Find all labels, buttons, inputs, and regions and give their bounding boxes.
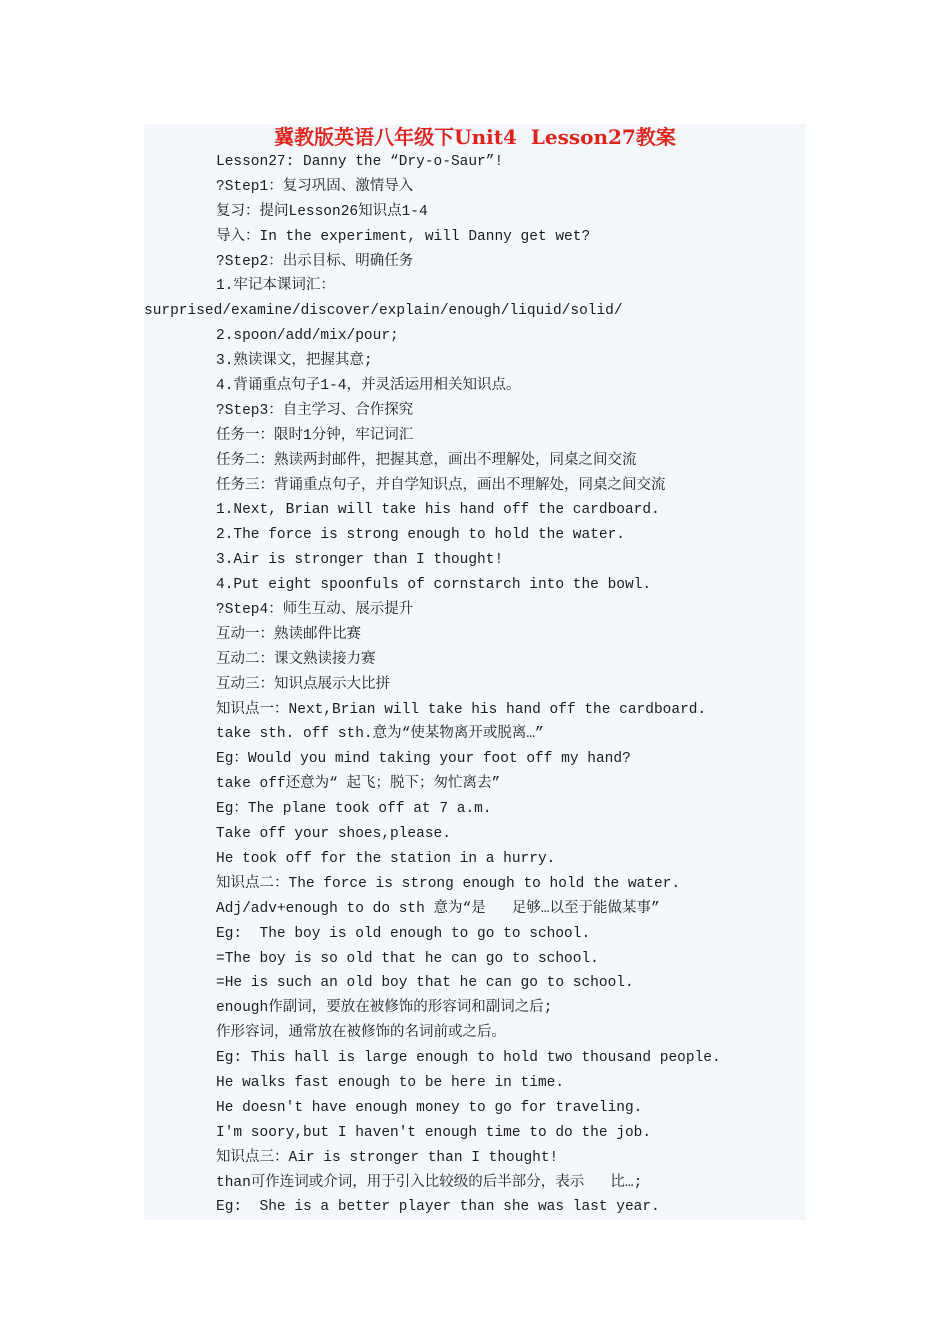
text-line: Adj/adv+enough to do sth 意为“是 足够…以至于能做某事” [216,900,660,917]
text-line: 任务二：熟读两封邮件，把握其意，画出不理解处，同桌之间交流 [216,452,637,469]
text-line: I'm soory,but I haven't enough time to do the job. [216,1124,652,1141]
step-heading: ?Step3：自主学习、合作探究 [216,402,414,419]
text-line: 复习：提问Lesson26知识点1-4 [216,203,428,220]
text-line: take sth. off sth.意为“使某物离开或脱离…” [216,726,544,743]
text-line: 1.牢记本课词汇： [216,278,335,295]
document-body [144,150,806,1220]
text-line: enough作副词，要放在被修饰的形容词和副词之后; [216,1000,553,1017]
text-line: =The boy is so old that he can go to school. [216,950,599,967]
text-line: Eg: She is a better player than she was last year. [216,1199,660,1216]
text-line: 4.背诵重点句子1-4，并灵活运用相关知识点。 [216,378,521,395]
text-line: He took off for the station in a hurry. [216,850,556,867]
text-line: 作形容词，通常放在被修饰的名词前或之后。 [216,1025,506,1042]
text-line: 知识点三：Air is stronger than I thought! [216,1149,559,1166]
document-title: 冀教版英语八年级下Unit4 Lesson27教案 [274,125,676,149]
text-line: 互动三：知识点展示大比拼 [216,676,390,693]
text-line: Eg: This hall is large enough to hold two thousand people. [216,1050,721,1067]
text-line: Eg：The plane took off at 7 a.m. [216,801,492,818]
vocabulary-line: surprised/examine/discover/explain/enough/liquid/solid/ [144,303,623,320]
text-line: He doesn't have enough money to go for traveling. [216,1099,643,1116]
step-heading: ?Step4：师生互动、展示提升 [216,602,414,619]
text-line: 任务三：背诵重点句子，并自学知识点，画出不理解处，同桌之间交流 [216,477,666,494]
text-line: 2.The force is strong enough to hold the water. [216,527,625,544]
text-line: 互动二：课文熟读接力赛 [216,651,376,668]
text-line: 4.Put eight spoonfuls of cornstarch into the bowl. [216,577,652,594]
step-heading: ?Step2：出示目标、明确任务 [216,253,414,270]
text-line: Eg：Would you mind taking your foot off my hand? [216,751,631,768]
text-line: 任务一：限时1分钟，牢记词汇 [216,427,414,444]
text-line: 1.Next, Brian will take his hand off the cardboard. [216,502,660,519]
text-line: 知识点一：Next,Brian will take his hand off the cardboard. [216,701,707,718]
text-line: 互动一：熟读邮件比赛 [216,626,361,643]
text-line: take off还意为“ 起飞；脱下；匆忙离去” [216,776,501,793]
text-line: 3.Air is stronger than I thought! [216,552,504,569]
text-line: than可作连词或介词，用于引入比较级的后半部分，表示 比…; [216,1174,643,1191]
text-line: =He is such an old boy that he can go to school. [216,975,634,992]
step-heading: ?Step1：复习巩固、激情导入 [216,178,414,195]
text-line: Eg: The boy is old enough to go to school. [216,925,591,942]
text-line: He walks fast enough to be here in time. [216,1074,565,1091]
text-line: 3.熟读课文，把握其意; [216,353,373,370]
text-line: 知识点二：The force is strong enough to hold the water. [216,875,681,892]
text-line: 2.spoon/add/mix/pour; [216,328,399,345]
text-line: 导入：In the experiment, will Danny get wet? [216,228,591,245]
text-line: Lesson27: Danny the “Dry-o-Saur”! [216,154,504,170]
text-line: Take off your shoes,please. [216,826,451,843]
